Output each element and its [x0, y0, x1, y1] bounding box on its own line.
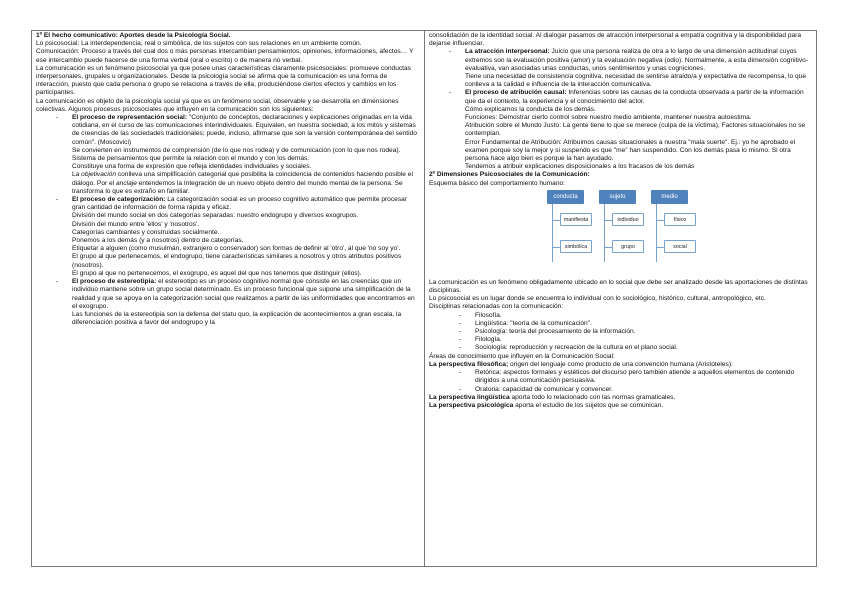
diagram-header-medio: medio — [651, 190, 688, 204]
process-list — [429, 48, 812, 171]
diagram-box-fisico: físico — [664, 213, 696, 226]
paragraph: La comunicación es un fenómeno obligadamente ubicado en lo social que debe ser analizado desde las aportaciones de distintas disciplinas. — [429, 278, 808, 295]
section-1-title: 1º El hecho comunicativo: Aportes desde la Psicología Social. — [36, 32, 231, 39]
list-item: - Psicología: teoría del procesamiento de la información. — [429, 328, 812, 336]
diagram-box-simbolica: simbólica — [560, 240, 592, 253]
process-categorization: - El proceso de categorización: La categorización social es un proceso cognitivo automático que permite procesar gran cantidad de información de forma rápida y eficaz. — [36, 196, 420, 212]
behavior-diagram — [429, 190, 812, 276]
perspective-linguistic: La perspectiva lingüística aporta todo lo relacionado con las normas gramaticales. — [429, 393, 676, 401]
process-title: El proceso de categorización: — [72, 196, 166, 204]
diagram-connector — [656, 204, 657, 262]
process-line: Error Fundamental de Atribución: Atribuimos causas situacionales a nuestra "mala suerte". Ej.: yo he aprobado el examen porque soy la mejor y si suspendo es que "me" han suspendido. Con los demás pasa lo mismo. Si otra persona hace algo bien es porque la han ayudado. — [465, 138, 796, 163]
process-line: Ponemos a los demás (y a nosotros) dentro de categorías. — [72, 237, 244, 245]
right-column — [425, 31, 816, 566]
process-line: El grupo al que pertenecemos, el endogrupo, tiene características similares a nosotros y otros atributos positivos (nosotros). — [72, 253, 402, 269]
process-line: Constituye una forma de expresión que refleja identidades individuales y sociales. — [72, 163, 312, 171]
section-2-title: 2º Dimensiones Psicosociales de la Comunicación: — [429, 171, 590, 179]
diagram-header-conducta: conducta — [547, 190, 584, 204]
process-line: Etiquetar a alguien (como musulmán, extranjero o conservador) son formas de definir al 'otro', al que 'no soy yo'. — [72, 245, 401, 253]
paragraph: Disciplinas relacionadas con la comunicación: — [429, 303, 564, 311]
diagram-connector — [604, 204, 605, 262]
continuation-paragraph: consolidación de la identidad social. Al dialogar pasamos de atracción interpersonal a empatía cognitiva y la disponibilidad para dejarse influenciar. — [429, 32, 802, 48]
disciplines-list — [429, 312, 812, 353]
process-line: Las funciones de la estereotipia son la defensa del statu quo, la explicación de acontecimientos a gran escala, la diferenciación positiva a favor del endogrupo y la — [72, 310, 402, 327]
process-line: División del mundo social en dos categorías separadas: nuestro endogrupo y diversos exogrupos. — [72, 212, 359, 220]
perspective-psychological: La perspectiva psicológica aporta el estudio de los sujetos que se comunican. — [429, 401, 664, 409]
process-line: La objetivación conlleva una simplificación categorial que posibilita la coincidencia de contenidos haciendo posible el diálogo. Por el anclaje entendemos la Integración de un nuevo objeto dentro del mundo mental de la persona. Se transforma lo que es extraño en familiar. — [72, 171, 413, 195]
process-line: Atribución sobre el Mundo Justo: La gente tiene lo que se merece (culpa de la víctima), Factores situacionales no se contemplan. — [465, 122, 806, 138]
list-item: - Lingüística: "teoría de la comunicación". — [429, 320, 812, 328]
diagram-connector — [552, 247, 560, 248]
process-title: El proceso de representación social: — [72, 114, 188, 122]
process-line: Sistema de pensamientos que permite la relación con el mundo y con los demás. — [72, 155, 310, 163]
process-line: Tiene una necesidad de consistencia cognitiva, necesidad de sentirse atraído/a y expectativa de recompensa, lo que conlleva a la calidad e influencia de la interacción comunicativa. — [465, 73, 807, 89]
philosophy-list — [429, 369, 812, 394]
diagram-connector — [552, 204, 553, 262]
process-attribution: - El proceso de atribución causal: Inferencias sobre las causas de la conducta observada a partir de la información que da el contexto, la experiencia y el conocimiento del actor. — [429, 89, 812, 105]
diagram-header-sujeto: sujeto — [599, 190, 636, 204]
process-representation: - El proceso de representación social: "Conjunto de conceptos, declaraciones y explicaciones originadas en la vida cotidiana, en el curso de las comunicaciones interindividuales. Equivalen, en nuestra sociedad, a los mitos y sistemas de creencias de las sociedades tradicionales; puede, incluso, afirmarse que son la versión contemporánea del sentido común". (Moscovici) — [36, 114, 420, 147]
process-title: El proceso de atribución causal: — [465, 89, 567, 97]
list-item: - Oratoria: capacidad de comunicar y convencer. — [429, 386, 812, 394]
diagram-connector — [656, 220, 664, 221]
list-item: - Filología. — [429, 336, 812, 344]
intro-paragraph: La comunicación es un fenómeno psicosocial ya que posee unas características claramente psicosociales: promueve conductas interpersonales, grupales u organizacionales. Desde la psicología social se afirma que la comunicación es una forma de interacción, puesto que cada persona o grupo se relaciona a través de ella, produciéndose ciertos efectos y cambios en los participantes. — [36, 64, 411, 97]
process-line: División del mundo entre 'ellos' y 'nosotros'. — [72, 220, 200, 228]
list-item: - Filosofía. — [429, 312, 812, 320]
process-title: La atracción interpersonal: — [465, 48, 550, 56]
process-line: Se convierten en instrumentos de comprensión (de lo que nos rodea) y de comunicación (con lo que nos rodea). — [72, 146, 401, 154]
list-item: - Retórica: aspectos formales y estéticos del discurso pero también atiende a aquellos elementos de contenido dirigidos a una comunicación persuasiva. — [429, 369, 812, 385]
list-item: - Sociología: reproducción y recreación de la cultura en el plano social. — [429, 344, 812, 352]
diagram-box-manifiesta: manifiesta — [560, 213, 592, 226]
process-line: Categorías cambiantes y construidas socialmente. — [72, 228, 220, 236]
diagram-connector — [604, 220, 612, 221]
diagram-box-individuo: individuo — [612, 213, 644, 226]
process-line: Tendemos a atribuir explicaciones disposicionales a los fracasos de los demás — [465, 163, 695, 171]
diagram-connector — [552, 220, 560, 221]
process-attraction: - La atracción interpersonal: Juicio que una persona realiza de otra a lo largo de una dimensión actitudinal cuyos extremos son la evaluación positiva (amor) y la evaluación negativa (odio). Normalmente, a esta dimensión cognitivo-evaluativa, van asociadas unas conductas, unos sentimientos y unas cogniciones. — [429, 48, 812, 73]
intro-paragraph: La comunicación es objeto de la psicología social ya que es un fenómeno social, observable y se desarrolla en dimensiones colectivas. Algunos procesos psicosociales que influyen en la comunicación son los siguientes: — [36, 97, 399, 113]
process-list — [36, 114, 420, 327]
process-line: El grupo al que no pertenecemos, el exogrupo, es aquel del que nos tenemos que distinguir (ellos). — [72, 269, 362, 277]
process-line: Funciones: Demostrar cierto control sobre nuestro medio ambiente, mantener nuestra autoestima. — [465, 114, 752, 122]
diagram-connector — [656, 247, 664, 248]
process-stereotype: - El proceso de estereotipia: el estereotipo es un proceso cognitivo normal que consiste en las creencias que un individuo mantiene sobre un grupo social determinado. Es un proceso funcional que supone una simplificación de la realidad y que se apoya en la categorización social que realizamos a partir de las uniformidades que encontramos en el exogrupo. — [36, 278, 420, 311]
process-line: Cómo explicamos la conducta de los demás. — [465, 105, 596, 113]
process-title: El proceso de estereotipia: — [72, 278, 157, 286]
intro-paragraph: Comunicación: Proceso a través del cual dos o más personas intercambian pensamientos, opiniones, informaciones, afectos… Y ese intercambio puede hacerse de una forma verbal (oral o escrito) o de manera no verbal. — [36, 48, 414, 64]
diagram-box-grupo: grupo — [612, 240, 644, 253]
paragraph: Áreas de conocimiento que influyen en la Comunicación Social: — [429, 352, 615, 360]
section-2-subtitle: Esquema básico del comportamiento humano: — [429, 179, 565, 187]
document-page — [31, 30, 817, 567]
perspective-philosophical: La perspectiva filosófica; origen del lenguaje como producto de una convención humana (Aristóteles): — [429, 360, 733, 368]
diagram-connector — [604, 247, 612, 248]
paragraph: Lo psicosocial es un lugar donde se encuentra lo individual con lo sociológico, histórico, cultural, antropológico, etc. — [429, 295, 766, 303]
diagram-box-social: social — [664, 240, 696, 253]
left-column — [32, 31, 425, 566]
intro-paragraph: Lo psicosocial: La interdependencia, real o simbólica, de los sujetos con sus relaciones en un ambiente común. — [36, 40, 362, 48]
